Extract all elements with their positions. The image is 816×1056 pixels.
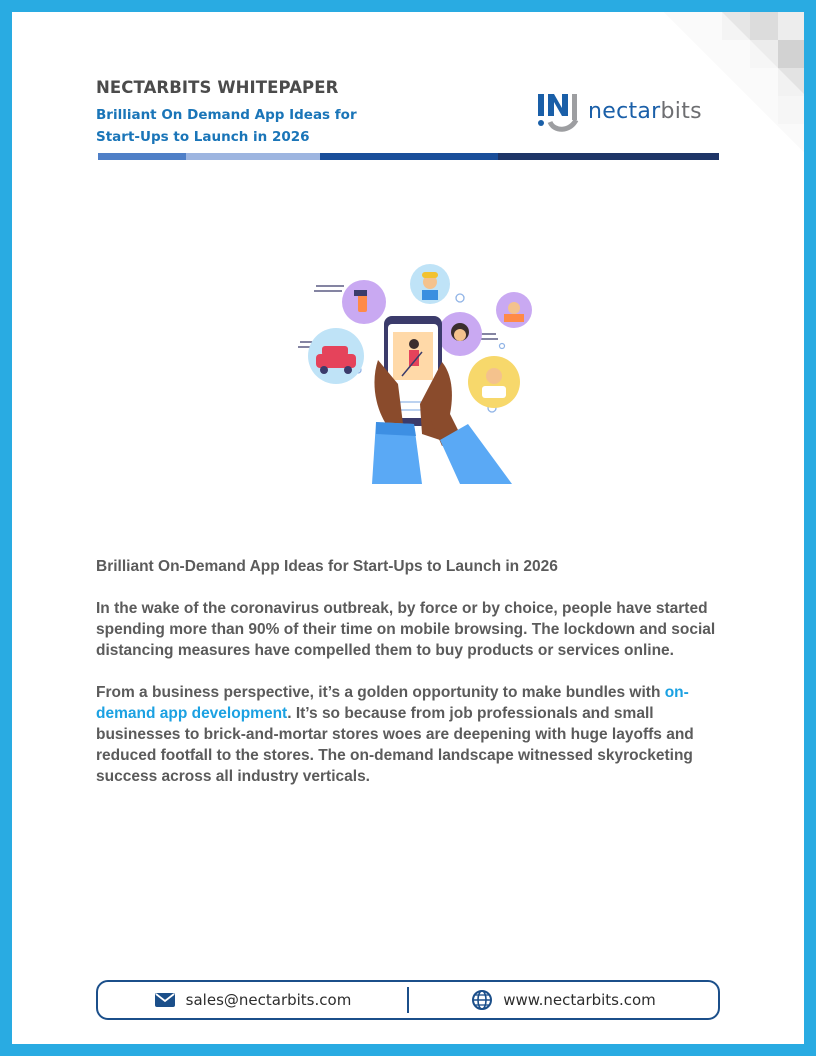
header-color-bar: [98, 153, 719, 160]
logo-wordmark-nectar: nectar: [588, 98, 661, 124]
bar-segment: [98, 153, 186, 160]
on-demand-services-illustration: [292, 264, 532, 484]
article-body: [96, 556, 726, 808]
nectarbits-logo[interactable]: [536, 88, 702, 134]
envelope-icon: [154, 992, 176, 1008]
logo-wordmark: [588, 99, 702, 124]
bar-segment: [186, 153, 320, 160]
website-url: www.nectarbits.com: [503, 991, 656, 1009]
email-contact[interactable]: [98, 991, 407, 1009]
website-contact[interactable]: [409, 989, 718, 1011]
paragraph-2-text-start: From a business perspective, it’s a golden opportunity to make bundles with: [96, 684, 665, 701]
logo-mark-icon: [536, 88, 580, 134]
bar-segment: [320, 153, 498, 160]
article-title: Brilliant On-Demand App Ideas for Start-Ups to Launch in 2026: [96, 558, 558, 575]
on-demand-app-development-link[interactable]: on-demand app development: [96, 684, 689, 722]
contact-footer: [96, 980, 720, 1020]
paragraph-2-text-end: . It’s so because from job professionals and small businesses to brick-and-mortar stores woes are deepening with huge layoffs and reduced footfall to the stores. The on-demand landscape witnessed skyrocketing success across all industry verticals.: [96, 705, 694, 785]
bar-segment: [498, 153, 719, 160]
header-subtitle: Brilliant On Demand App Ideas for Start-Ups to Launch in 2026: [96, 107, 357, 145]
logo-wordmark-bits: bits: [660, 98, 702, 124]
whitepaper-label: NECTARBITS WHITEPAPER: [96, 78, 339, 97]
paragraph-1: In the wake of the coronavirus outbreak, by force or by choice, people have started spending more than 90% of their time on mobile browsing. The lockdown and social distancing measures have compelled them to buy products or services online.: [96, 600, 716, 659]
email-address: sales@nectarbits.com: [185, 991, 352, 1009]
page: [12, 12, 804, 1044]
paragraph-2: [96, 682, 726, 787]
globe-icon: [471, 989, 493, 1011]
